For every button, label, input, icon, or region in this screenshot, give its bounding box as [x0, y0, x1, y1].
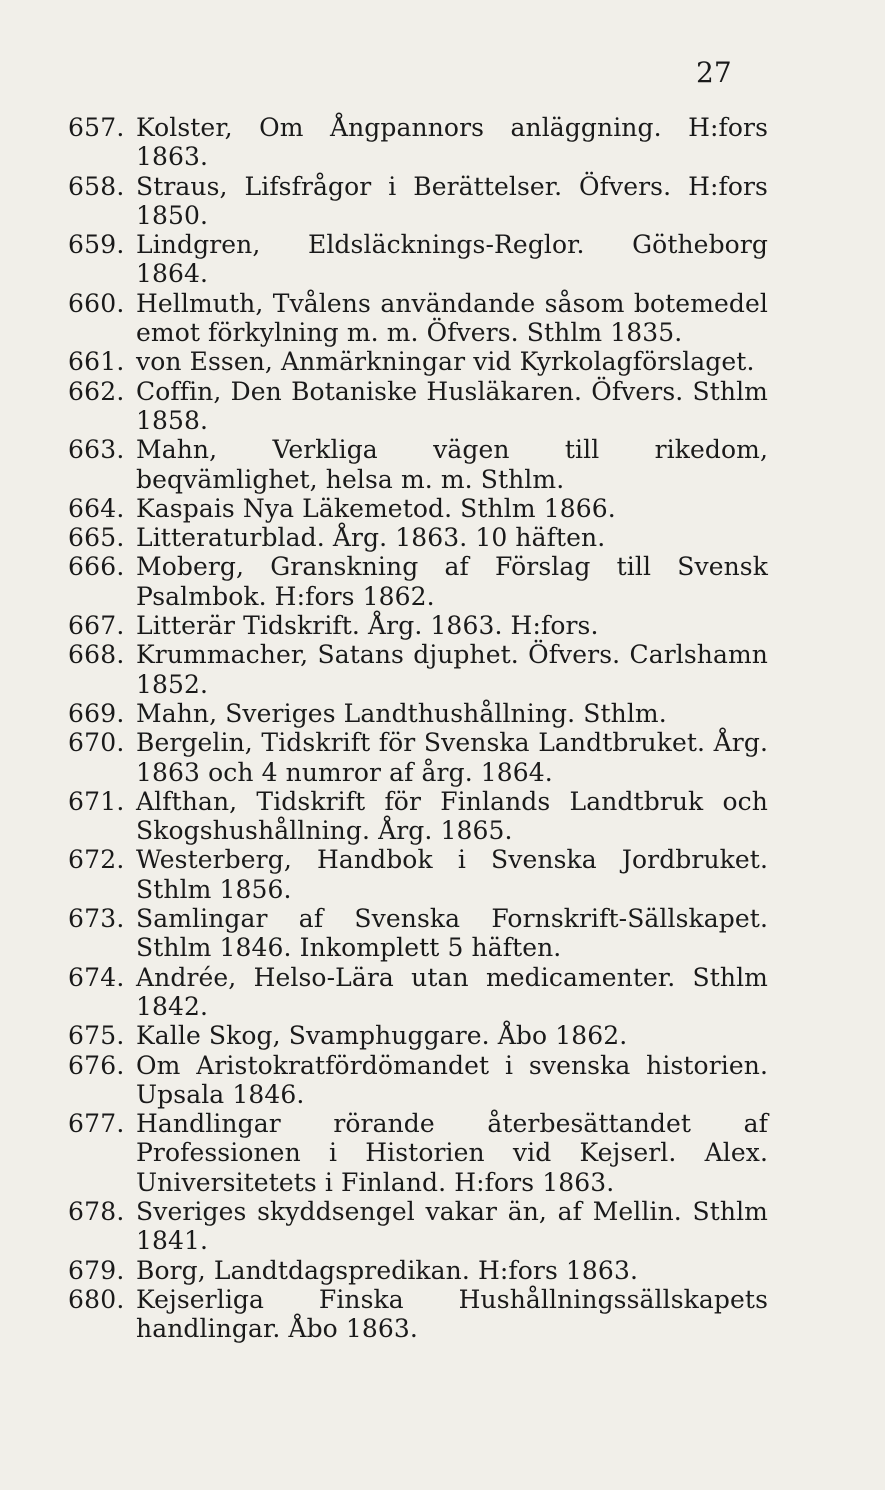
entry-number: 667.	[68, 611, 125, 641]
entry-number: 670.	[68, 728, 125, 758]
entry-text: Bergelin, Tidskrift för Svenska Landtbruket. Årg. 1863 och 4 numror af årg. 1864.	[136, 728, 768, 787]
list-item	[68, 1021, 768, 1050]
entry-text: Sveriges skyddsengel vakar än, af Mellin. Sthlm 1841.	[136, 1196, 768, 1256]
entry-number: 677.	[68, 1109, 125, 1139]
entry-text: Kolster, Om Ångpannors anläggning. H:fors 1863.	[136, 113, 768, 172]
entry-text: Handlingar rörande återbesättandet af Professionen i Historien vid Kejserl. Alex. Universitetets i Finland. H:fors 1863.	[136, 1109, 768, 1197]
entry-list	[68, 113, 768, 1343]
entry-text: von Essen, Anmärkningar vid Kyrkolagförslaget.	[136, 347, 755, 377]
entry-number: 661.	[68, 347, 125, 377]
list-item	[68, 494, 768, 523]
entry-text: Moberg, Granskning af Förslag till Svensk Psalmbok. H:fors 1862.	[136, 552, 768, 611]
entry-text: Mahn, Sveriges Landthushållning. Sthlm.	[136, 698, 667, 728]
list-item	[68, 377, 768, 436]
list-item	[68, 552, 768, 611]
entry-text: Kalle Skog, Svamphuggare. Åbo 1862.	[136, 1021, 628, 1051]
entry-text: Borg, Landtdagspredikan. H:fors 1863.	[136, 1255, 638, 1285]
entry-text: Samlingar af Svenska Fornskrift-Sällskapet. Sthlm 1846. Inkomplett 5 häften.	[136, 904, 768, 963]
list-item	[68, 113, 768, 172]
list-item	[68, 347, 768, 376]
entry-number: 675.	[68, 1021, 125, 1051]
entry-text: Krummacher, Satans djuphet. Öfvers. Carlshamn 1852.	[136, 640, 768, 699]
entry-number: 662.	[68, 376, 125, 406]
entry-text: Alfthan, Tidskrift för Finlands Landtbruk och Skogshushållning. Årg. 1865.	[136, 786, 768, 846]
list-item	[68, 640, 768, 699]
list-item	[68, 523, 768, 552]
entry-number: 658.	[68, 171, 125, 201]
list-item	[68, 845, 768, 904]
list-item	[68, 904, 768, 963]
page-number: 27	[696, 56, 732, 89]
list-item	[68, 230, 768, 289]
entry-number: 678.	[68, 1196, 125, 1226]
list-item	[68, 289, 768, 348]
entry-number: 669.	[68, 698, 125, 728]
entry-number: 665.	[68, 523, 125, 553]
list-item	[68, 699, 768, 728]
entry-text: Kaspais Nya Läkemetod. Sthlm 1866.	[136, 493, 616, 523]
list-item	[68, 1285, 768, 1344]
entry-text: Litteraturblad. Årg. 1863. 10 häften.	[136, 523, 606, 553]
entry-text: Coffin, Den Botaniske Husläkaren. Öfvers. Sthlm 1858.	[136, 376, 768, 435]
list-item	[68, 728, 768, 787]
entry-text: Westerberg, Handbok i Svenska Jordbruket. Sthlm 1856.	[136, 845, 768, 904]
entry-number: 666.	[68, 552, 125, 582]
entry-text: Lindgren, Eldsläcknings-Reglor. Götheborg 1864.	[136, 230, 768, 289]
list-item	[68, 1051, 768, 1110]
entry-number: 672.	[68, 845, 125, 875]
entry-number: 673.	[68, 904, 125, 934]
entry-number: 676.	[68, 1050, 125, 1080]
list-item	[68, 1109, 768, 1197]
entry-text: Mahn, Verkliga vägen till rikedom, beqvämlighet, helsa m. m. Sthlm.	[136, 435, 768, 494]
entry-number: 663.	[68, 435, 125, 465]
entry-text: Litterär Tidskrift. Årg. 1863. H:fors.	[136, 611, 599, 641]
entry-text: Kejserliga Finska Hushållningssällskapets handlingar. Åbo 1863.	[136, 1284, 768, 1344]
entry-number: 664.	[68, 493, 125, 523]
entry-number: 671.	[68, 786, 125, 816]
entry-number: 657.	[68, 113, 125, 142]
list-item	[68, 1197, 768, 1256]
entry-text: Hellmuth, Tvålens användande såsom botemedel emot förkylning m. m. Öfvers. Sthlm 1835.	[136, 288, 768, 348]
list-item	[68, 787, 768, 846]
entry-number: 679.	[68, 1255, 125, 1285]
entry-text: Om Aristokratfördömandet i svenska historien. Upsala 1846.	[136, 1050, 768, 1109]
entry-text: Andrée, Helso-Lära utan medicamenter. Sthlm 1842.	[136, 962, 768, 1021]
list-item	[68, 611, 768, 640]
entry-number: 680.	[68, 1284, 125, 1314]
entry-text: Straus, Lifsfrågor i Berättelser. Öfvers. H:fors 1850.	[136, 171, 768, 230]
entry-number: 674.	[68, 962, 125, 992]
entry-number: 668.	[68, 640, 125, 670]
list-item	[68, 172, 768, 231]
list-item	[68, 963, 768, 1022]
entry-number: 660.	[68, 288, 125, 318]
entry-number: 659.	[68, 230, 125, 260]
list-item	[68, 435, 768, 494]
list-item	[68, 1256, 768, 1285]
